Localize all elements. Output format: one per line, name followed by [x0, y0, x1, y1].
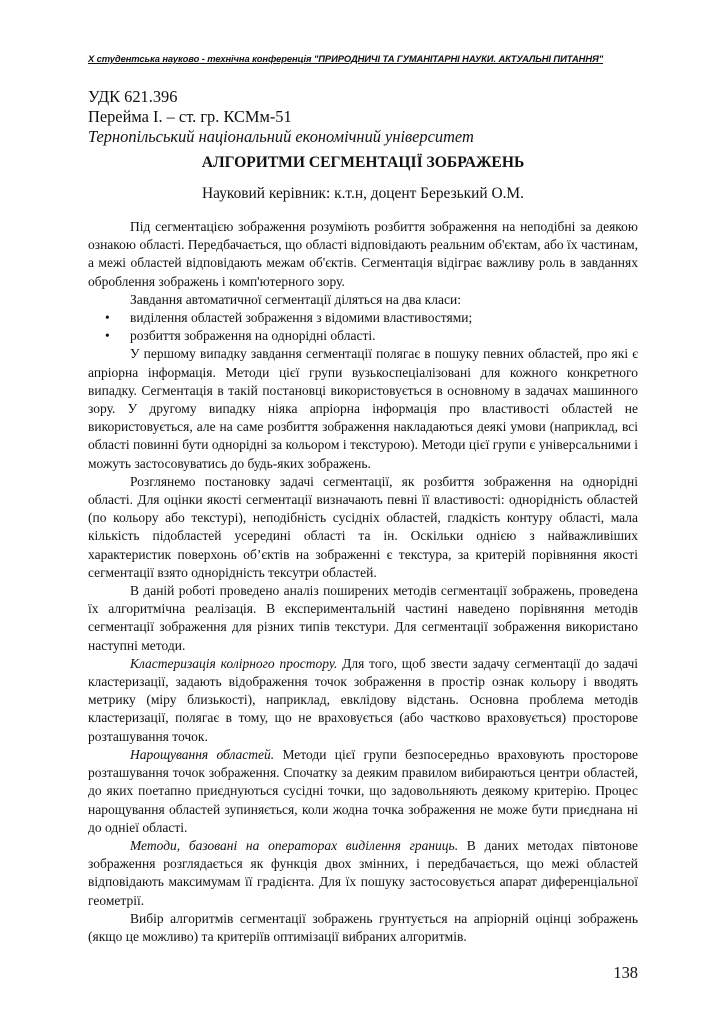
method-description: В даних методах півтонове зображення розглядається як функція двох змінних, і передбачається, що межі областей відповідають максимумам її градієнта. Для їх пошуку застосовується апарат диференціальної геометрії. — [88, 837, 638, 908]
method-term: Нарощування областей. — [130, 746, 275, 762]
article-title: АЛГОРИТМИ СЕГМЕНТАЦІЇ ЗОБРАЖЕНЬ — [201, 154, 525, 171]
list-item-text: розбиття зображення на однорідні області. — [130, 328, 376, 344]
bullet-icon: • — [105, 310, 110, 326]
udc-code: УДК 621.396 — [88, 87, 178, 106]
method-term: Методи, базовані на операторах виділення границь. — [130, 837, 459, 853]
paragraph-algorithm-choice: Вибір алгоритмів сегментації зображень грунтується на апріорній оцінці зображень (якщо це можливо) та критеріїв оптимізації вибраних алгоритмів. — [88, 910, 638, 944]
list-item — [88, 327, 638, 345]
paragraph-task-classes: Завдання автоматичної сегментації діляться на два класи: — [130, 291, 461, 307]
paragraph-problem-statement: Розглянемо постановку задачі сегментації, як розбиття зображення на однорідні області. Для оцінки якості сегментації визначають певні її властивості: однорідність областей (по кольору або текстурі), неподібність сусідніх областей, гладкість контуру області, мала кількість підобластей усередині області та ін. Оскільки однією з найважливіших характеристик поверхонь об’єктів на зображенні є текстура, за критерій порівняння якості сегментації взято однорідність тексутри областей. — [88, 473, 638, 580]
paragraph-cases: У першому випадку завдання сегментації полягає в пошуку певних областей, про які є апріорна інформація. Методи цієї групи вузькоспеціалізовані для кожного конкретного випадку. Сегментація в такій постановці використовується в основному в задачах машинного зору. У другому випадку ніяка апріорна інформація про властивості областей не використовується, але на саме розбиття зображення накладаються деякі умови (наприклад, всі області повинні бути однорідні за кольором і текстурою). Методи цієї групи є універсальними і можуть застосовуватись до будь-яких зображень. — [88, 346, 638, 471]
article-meta — [88, 87, 648, 147]
paragraph-region-growing — [88, 746, 638, 837]
author-line: Перейма І. – ст. гр. КСМм-51 — [88, 107, 292, 126]
list-item — [88, 309, 638, 327]
method-term: Кластеризація колірного простору. — [130, 655, 338, 671]
scientific-advisor: Науковий керівник: к.т.н, доцент Березький О.М. — [202, 185, 524, 202]
paragraph-edge-detection — [88, 837, 638, 910]
running-header: Х студентська науково - технічна конференція "ПРИРОДНИЧІ ТА ГУМАНІТАРНІ НАУКИ. АКТУАЛЬНІ ПИТАННЯ" — [88, 53, 604, 64]
page-number: 138 — [613, 963, 638, 982]
list-item-text: виділення областей зображення з відомими властивостями; — [130, 310, 473, 326]
article-body — [88, 218, 638, 946]
method-description: Методи цієї групи безпосередньо враховують просторове розташування точок зображення. Спочатку за деяким правилом вибираються центри областей, до яких поетапно приєднуються сусідні точки, що задовольняють деякому критерію. Процес нарощування областей зупиняється, коли жодна точка зображення не може бути приєднана ні до одніеї області. — [88, 746, 638, 835]
paragraph-color-clustering — [88, 655, 638, 746]
university-line: Тернопільський національний економічний університет — [88, 127, 474, 146]
paragraph-work-overview: В даній роботі проведено аналіз поширених методів сегментації зображень, проведена їх алгоритмічна реалізація. В експериментальній частині наведено порівняння методів сегментації зображення для різних типів текстури. Для сегментації зображення використано наступні методи. — [88, 583, 638, 653]
method-description: Для того, щоб звести задачу сегментації до задачі кластеризації, задають відображення точок зображення в простір ознак кольору і вводять метрику (міру близькості), наприклад, евклідову відстань. Основна проблема методів кластеризації, полягає в тому, що не враховується (або частково враховується) просторове розташування точок. — [88, 655, 638, 744]
paragraph-intro: Під сегментацією зображення розуміють розбиття зображення на неподібні за деякою ознакою області. Передбачається, що області відповідають реальним об'єктам, або їх частинам, а межі областей відповідають межам об'єктів. Сегментація відіграє важливу роль в завданнях оброблення зображень і комп'ютерного зору. — [88, 219, 638, 289]
task-class-list — [88, 309, 638, 345]
bullet-icon: • — [105, 328, 110, 344]
